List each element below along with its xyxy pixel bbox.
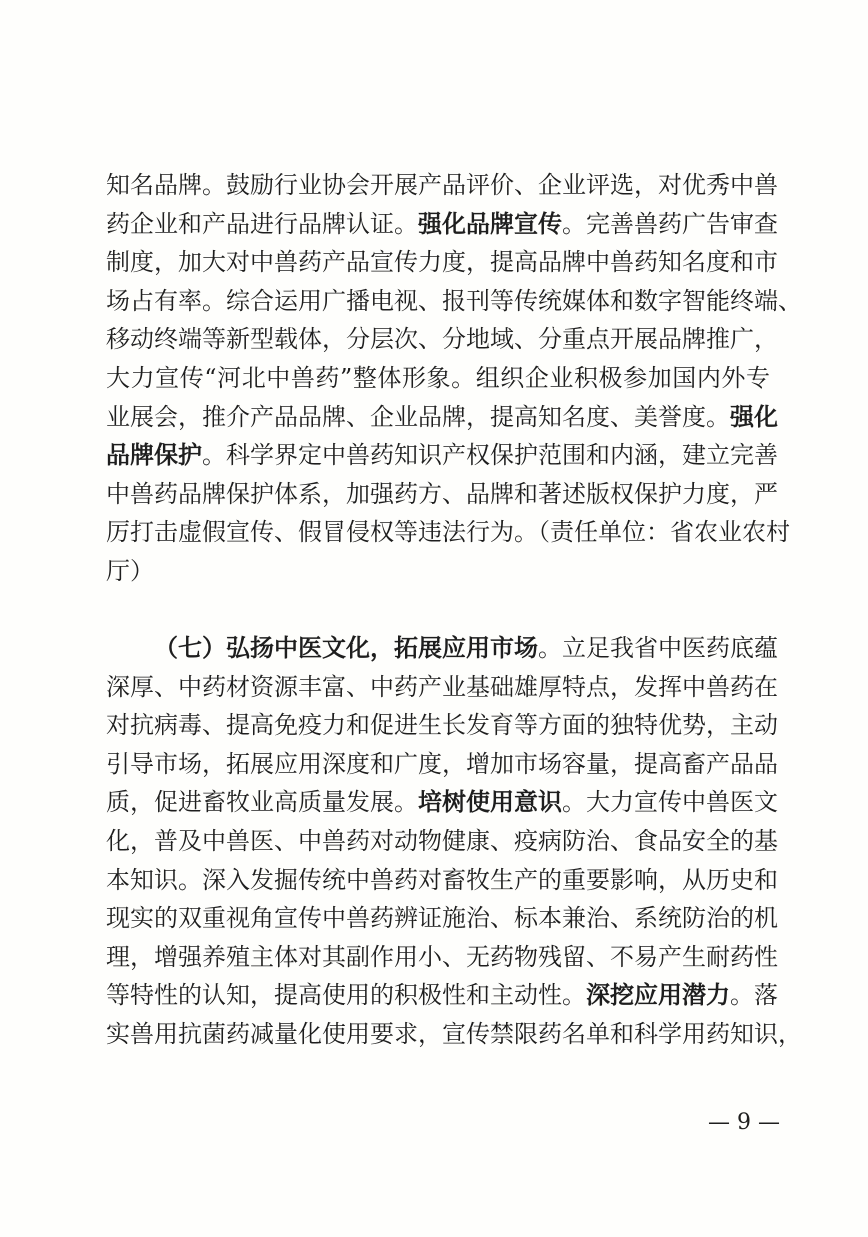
bold-heading-text: 品牌保护 — [106, 441, 202, 469]
body-text: 业展会，推介产品品牌、企业品牌，提高知名度、美誉度。 — [106, 403, 730, 431]
body-text: 中兽药品牌保护体系，加强药方、品牌和著述版权保护力度，严 — [106, 480, 778, 508]
body-text: 大力宣传“河北中兽药”整体形象。组织企业积极参加国内外专 — [106, 364, 770, 392]
body-text: 场占有率。综合运用广播电视、报刊等传统媒体和数字智能终端、 — [106, 287, 802, 315]
text-line — [154, 629, 778, 667]
body-text: 深厚、中药材资源丰富、中药产业基础雄厚特点，发挥中兽药在 — [106, 673, 778, 701]
body-text: 本知识。深入发掘传统中兽药对畜牧生产的重要影响，从历史和 — [106, 866, 778, 894]
text-line — [106, 822, 778, 860]
body-text: 知名品牌。鼓励行业协会开展产品评价、企业评选，对优秀中兽 — [106, 171, 778, 199]
text-line — [106, 552, 770, 590]
text-line — [106, 282, 802, 320]
text-line — [106, 783, 778, 821]
text-line — [106, 1015, 802, 1053]
body-text: 药企业和产品进行品牌认证。 — [106, 210, 418, 238]
body-text: 化，普及中兽医、中兽药对动物健康、疫病防治、食品安全的基 — [106, 827, 778, 855]
body-text: 制度，加大对中兽药产品宣传力度，提高品牌中兽药知名度和市 — [106, 248, 778, 276]
body-text: 厅） — [106, 557, 154, 585]
bold-heading-text: 强化 — [730, 403, 778, 431]
text-line — [106, 398, 778, 436]
body-text: 。完善兽药广告审查 — [562, 210, 778, 238]
text-line — [106, 861, 778, 899]
text-line — [106, 513, 790, 551]
text-line — [106, 436, 778, 474]
body-text: 对抗病毒、提高免疫力和促进生长发育等方面的独特优势，主动 — [106, 711, 778, 739]
bold-heading-text: （七）弘扬中医文化，拓展应用市场 — [154, 634, 538, 662]
body-text: 理，增强养殖主体对其副作用小、无药物残留、不易产生耐药性 — [106, 943, 778, 971]
body-text: 。科学界定中兽药知识产权保护范围和内涵，建立完善 — [202, 441, 778, 469]
body-text: 。落 — [730, 981, 778, 1009]
text-line — [106, 668, 778, 706]
text-line — [106, 320, 778, 358]
body-text: 质，促进畜牧业高质量发展。 — [106, 788, 418, 816]
bold-heading-text: 强化品牌宣传 — [418, 210, 562, 238]
text-line — [106, 359, 770, 397]
body-text: 引导市场，拓展应用深度和广度，增加市场容量，提高畜产品品 — [106, 750, 778, 778]
text-line — [106, 706, 778, 744]
body-text: 厉打击虚假宣传、假冒侵权等违法行为。（责任单位：省农业农村 — [106, 518, 790, 546]
body-text: 实兽用抗菌药减量化使用要求，宣传禁限药名单和科学用药知识， — [106, 1020, 802, 1048]
body-text: 。大力宣传中兽医文 — [562, 788, 778, 816]
body-text: 现实的双重视角宣传中兽药辨证施治、标本兼治、系统防治的机 — [106, 904, 778, 932]
text-line — [106, 243, 778, 281]
text-line — [106, 745, 778, 783]
bold-heading-text: 深挖应用潜力 — [586, 981, 730, 1009]
bold-heading-text: 培树使用意识 — [418, 788, 562, 816]
text-line — [106, 166, 778, 204]
body-text: 等特性的认知，提高使用的积极性和主动性。 — [106, 981, 586, 1009]
text-line — [106, 938, 778, 976]
text-line — [106, 205, 778, 243]
text-line — [106, 475, 778, 513]
page-number: — 9 — — [708, 1110, 780, 1135]
body-text: 移动终端等新型载体，分层次、分地域、分重点开展品牌推广， — [106, 325, 778, 353]
text-line — [106, 899, 778, 937]
body-text: 。立足我省中医药底蕴 — [538, 634, 778, 662]
text-line — [106, 976, 778, 1014]
